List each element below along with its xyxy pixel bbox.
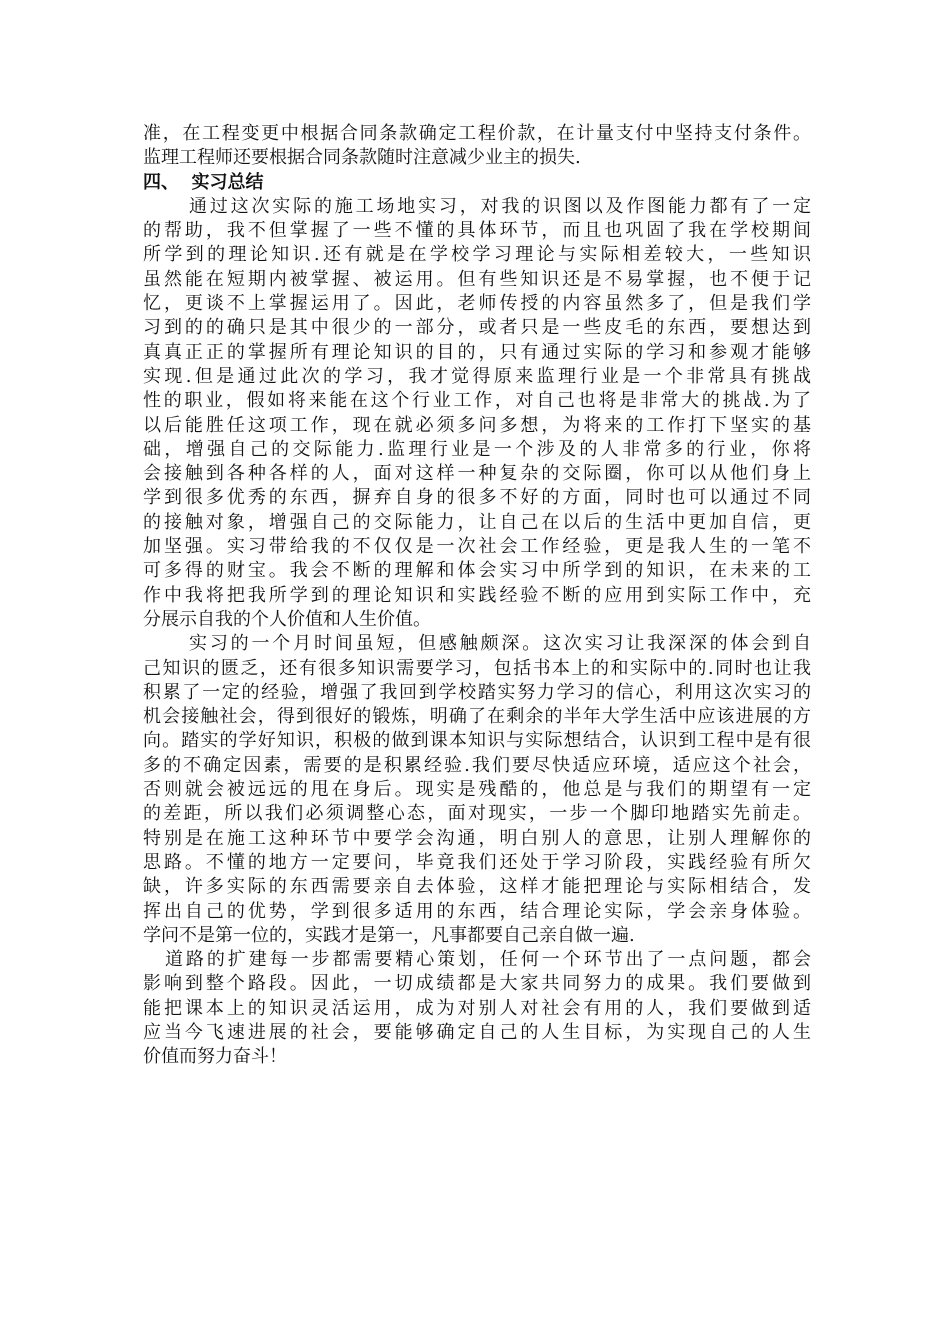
text-line: 己知识的匮乏，还有很多知识需要学习，包括书本上的和实际中的.同时也让我 <box>143 657 811 679</box>
document-page <box>143 122 811 1070</box>
text-line: 应当今飞速进展的社会，要能够确定自己的人生目标，为实现自己的人生 <box>143 1021 811 1043</box>
text-line: 的接触对象，增强自己的交际能力，让自己在以后的生活中更加自信，更 <box>143 511 811 533</box>
text-line: 习到的的确只是其中很少的一部分，或者只是一些皮毛的东西，要想达到 <box>143 317 811 339</box>
text-line: 以后能胜任这项工作，现在就必须多问多想，为将来的工作打下坚实的基 <box>143 414 811 436</box>
text-line: 准，在工程变更中根据合同条款确定工程价款，在计量支付中坚持支付条件。 <box>143 123 811 144</box>
text-line: 实习的一个月时间虽短，但感触颇深。这次实习让我深深的体会到自 <box>189 633 811 655</box>
text-line: 加坚强。实习带给我的不仅仅是一次社会工作经验，更是我人生的一笔不 <box>143 536 811 558</box>
paragraph-3 <box>143 948 811 1069</box>
text-line: 实现.但是通过此次的学习，我才觉得原来监理行业是一个非常具有挑战 <box>143 365 811 387</box>
text-line: 机会接触社会，得到很好的锻炼，明确了在剩余的半年大学生活中应该进展的方 <box>143 706 811 728</box>
text-line: 可多得的财宝。我会不断的理解和体会实习中所学到的知识，在未来的工 <box>143 560 811 582</box>
text-line: 价值而努力奋斗！ <box>143 1046 287 1068</box>
text-line: 通过这次实际的施工场地实习，对我的识图以及作图能力都有了一定 <box>189 195 811 217</box>
text-line: 思路。不懂的地方一定要问，毕竟我们还处于学习阶段，实践经验有所欠 <box>143 851 811 873</box>
text-line: 监理工程师还要根据合同条款随时注意减少业主的损失. <box>143 147 581 169</box>
text-line: 真真正正的掌握所有理论知识的目的，只有通过实际的学习和参观才能够 <box>143 341 811 363</box>
text-line: 学问不是第一位的，实践才是第一，凡事都要自己亲自做一遍. <box>143 924 635 946</box>
paragraph-2 <box>143 632 811 948</box>
text-line: 否则就会被远远的甩在身后。现实是残酷的，他总是与我们的期望有一定 <box>143 779 811 801</box>
text-line: 向。踏实的学好知识，积极的做到课本知识与实际想结合，认识到工程中是有很 <box>143 730 811 752</box>
text-line: 虽然能在短期内被掌握、被运用。但有些知识还是不易掌握，也不便于记 <box>143 268 811 290</box>
text-line: 挥出自己的优势，学到很多适用的东西，结合理论实际，学会亲身体验。 <box>143 900 811 922</box>
text-line: 的差距，所以我们必须调整心态，面对现实，一步一个脚印地踏实先前走。 <box>143 803 811 825</box>
text-line: 道路的扩建每一步都需要精心策划，任何一个环节出了一点问题，都会 <box>165 949 811 971</box>
text-line: 多的不确定因素，需要的是积累经验.我们要尽快适应环境，适应这个社会， <box>143 754 811 776</box>
text-line: 积累了一定的经验，增强了我回到学校踏实努力学习的信心，利用这次实习的 <box>143 681 811 703</box>
text-line: 础，增强自己的交际能力.监理行业是一个涉及的人非常多的行业，你将 <box>143 438 811 460</box>
text-line: 作中我将把我所学到的理论知识和实践经验不断的应用到实际工作中，充 <box>143 584 811 606</box>
paragraph-1 <box>143 195 811 632</box>
text-line: 性的职业，假如将来能在这个行业工作，对自己也将是非常大的挑战.为了 <box>143 390 811 412</box>
text-line: 所学到的理论知识.还有就是在学校学习理论与实际相差较大，一些知识 <box>143 244 811 266</box>
section-heading: 四、 实习总结 <box>143 171 264 193</box>
text-line: 分展示自我的个人价值和人生价值。 <box>143 608 431 630</box>
text-line: 会接触到各种各样的人，面对这样一种复杂的交际圈，你可以从他们身上 <box>143 463 811 485</box>
text-line: 的帮助，我不但掌握了一些不懂的具体环节，而且也巩固了我在学校期间 <box>143 220 811 242</box>
text-line: 缺，许多实际的东西需要亲自去体验，这样才能把理论与实际相结合，发 <box>143 876 811 898</box>
text-line: 影响到整个路段。因此，一切成绩都是大家共同努力的成果。我们要做到 <box>143 973 811 995</box>
text-line: 能把课本上的知识灵活运用，成为对别人对社会有用的人，我们要做到适 <box>143 997 811 1019</box>
text-line: 特别是在施工这种环节中要学会沟通，明白别人的意思，让别人理解你的 <box>143 827 811 849</box>
text-line: 忆，更谈不上掌握运用了。因此，老师传授的内容虽然多了，但是我们学 <box>143 293 811 315</box>
text-line: 学到很多优秀的东西，摒弃自身的很多不好的方面，同时也可以通过不同 <box>143 487 811 509</box>
